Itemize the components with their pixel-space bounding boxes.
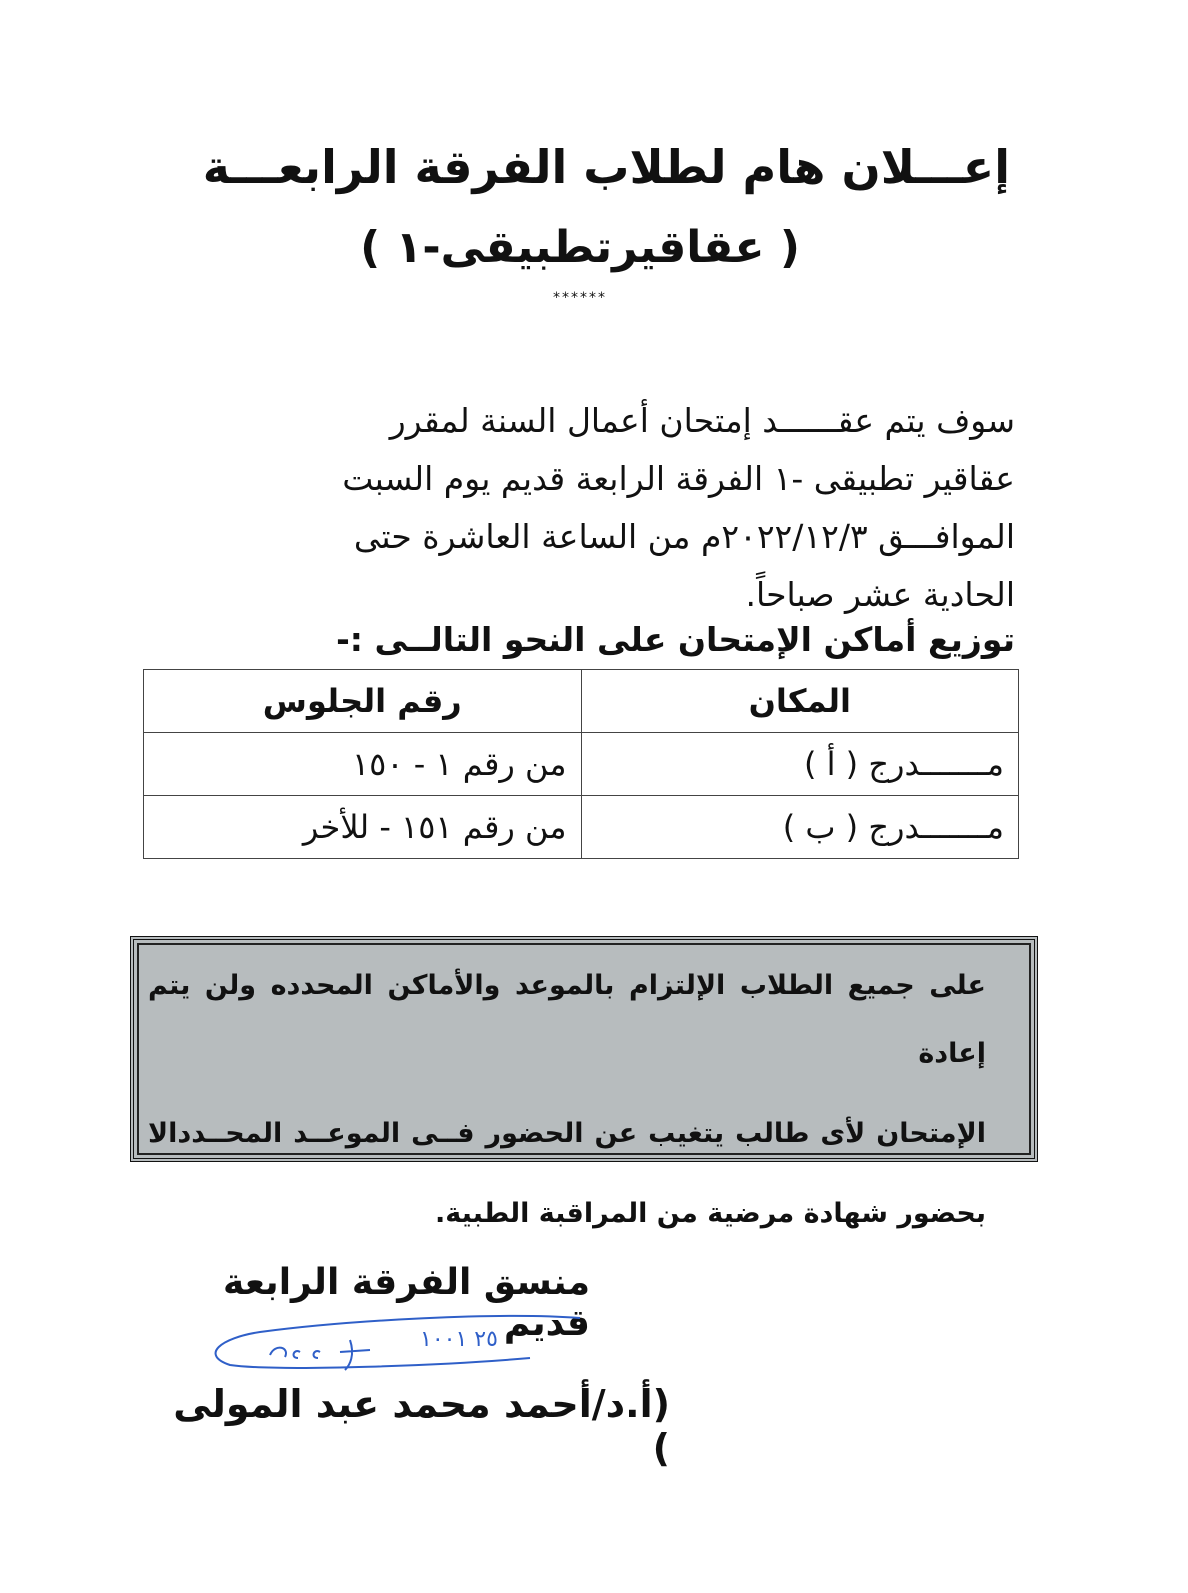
table-row xyxy=(144,796,1019,859)
notice-line: على جميع الطلاب الإلتزام بالموعد والأماكن المحدده ولن يتم إعادة xyxy=(148,970,986,1069)
table-row xyxy=(144,733,1019,796)
seating-table xyxy=(143,669,1019,859)
notice-box xyxy=(130,936,1038,1229)
header-location: المكان xyxy=(581,670,1019,733)
separator-stars: ****** xyxy=(553,290,607,306)
handwritten-signature xyxy=(200,1310,600,1390)
body-line: عقاقير تطبيقى -١ الفرقة الرابعة قديم يوم السبت xyxy=(342,459,1015,498)
body-line: الحادية عشر صباحاً. xyxy=(745,575,1015,614)
course-subtitle: ( عقاقيرتطبيقى-١ ) xyxy=(360,222,800,273)
cell-seat-range: من رقم ١٥١ - للأخر xyxy=(144,796,582,859)
table-header-row xyxy=(144,670,1019,733)
coordinator-title: منسق الفرقة الرابعة قديم xyxy=(223,1262,590,1344)
notice-line: الإمتحان لأى طالب يتغيب عن الحضور فــى الموعــد المحــددالا xyxy=(148,1118,986,1149)
cell-seat-range: من رقم ١ - ١٥٠ xyxy=(144,733,582,796)
cell-location: مـــــــدرج ( ب ) xyxy=(581,796,1019,859)
distribution-heading: توزيع أماكن الإمتحان على النحو التالــى :- xyxy=(336,620,1015,659)
announcement-body xyxy=(230,392,1015,624)
header-seat-number: رقم الجلوس xyxy=(144,670,582,733)
signature-date-text: ٢٥ ١٠٠١ xyxy=(420,1327,498,1352)
cell-location: مـــــــدرج ( أ ) xyxy=(581,733,1019,796)
body-line: الموافـــق ٢٠٢٢/١٢/٣م من الساعة العاشرة حتى xyxy=(353,517,1015,556)
body-line: سوف يتم عقــــــد إمتحان أعمال السنة لمقرر xyxy=(389,401,1015,440)
announcement-title: إعـــلان هام لطلاب الفرقة الرابعـــة xyxy=(202,140,1010,194)
notice-line: بحضور شهادة مرضية من المراقبة الطبية. xyxy=(435,1198,986,1229)
coordinator-name: (أ.د/أحمد محمد عبد المولى ) xyxy=(173,1382,670,1470)
